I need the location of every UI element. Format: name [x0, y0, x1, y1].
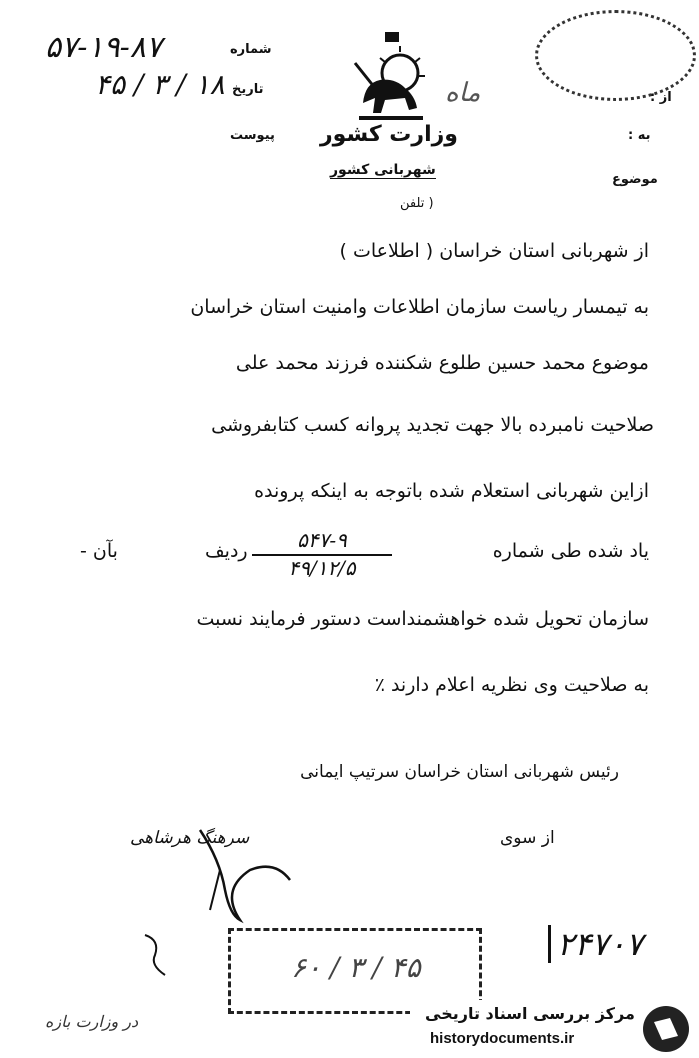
- body-line-5: ازاین شهربانی استعلام شده باتوجه به اینکه پرونده: [254, 480, 649, 502]
- department-title: شهربانی کشور: [330, 162, 436, 178]
- handwritten-signature: [180, 820, 310, 930]
- ministry-title: وزارت کشور: [320, 122, 458, 147]
- signature-line-1: رئیس شهربانی استان خراسان سرتیپ ایمانی: [300, 762, 619, 782]
- from-label: از :: [650, 90, 672, 105]
- fraction-bottom: ۴۹/۱۲/۵: [288, 556, 356, 580]
- circular-seal-stamp: [535, 10, 696, 101]
- stamp-text: ماه: [445, 78, 481, 108]
- subject-label: موضوع: [612, 172, 658, 187]
- watermark-title: مرکز بررسی اسناد تاریخی: [425, 1004, 635, 1023]
- number-label: شماره: [230, 42, 272, 57]
- body-line-6-end: بآن -: [80, 540, 118, 562]
- received-stamp-text: ۶۰ / ۳ / ۴۵: [291, 951, 421, 984]
- body-line-3: موضوع محمد حسین طلوع شکننده فرزند محمد علی: [235, 352, 649, 374]
- body-line-1: از شهربانی استان خراسان ( اطلاعات ): [339, 240, 649, 262]
- watermark-bar: [410, 1000, 699, 1058]
- file-number-fraction: [252, 528, 392, 592]
- phone-label: ( تلفن: [400, 196, 434, 211]
- body-line-4: صلاحیت نامبرده بالا جهت تجدید پروانه کسب کتابفروشی: [211, 414, 654, 436]
- body-line-2: به تیمسار ریاست سازمان اطلاعات وامنیت استان خراسان: [190, 296, 649, 318]
- body-line-7: سازمان تحویل شده خواهشمنداست دستور فرمایند نسبت: [196, 608, 649, 630]
- margin-scribble: [135, 930, 175, 980]
- archive-logo-icon: [640, 1004, 692, 1054]
- to-label: به :: [628, 128, 651, 143]
- date-value: ۱۸ / ۳ / ۴۵: [95, 68, 225, 101]
- attachment-label: پیوست: [230, 128, 275, 143]
- lion-and-sun-emblem-icon: [345, 28, 435, 128]
- watermark-url: historydocuments.ir: [430, 1030, 575, 1047]
- signature-officer: سرهنگ هرشاهی: [130, 828, 250, 848]
- signature-from-side: از سوی: [500, 828, 555, 848]
- body-line-6-row: ردیف: [205, 540, 248, 562]
- date-label: تاریخ: [232, 82, 264, 97]
- body-line-6-right: یاد شده طی شماره: [492, 540, 649, 562]
- fraction-top: ۵۴۷-۹: [252, 528, 392, 556]
- body-line-8: به صلاحیت وی نظریه اعلام دارند ٪: [374, 674, 649, 696]
- margin-note: در وزارت بازه: [45, 1012, 139, 1031]
- number-value: ۵۷-۱۹-۸۷: [45, 30, 162, 65]
- reference-number: ۲۴۷۰۷: [548, 925, 643, 963]
